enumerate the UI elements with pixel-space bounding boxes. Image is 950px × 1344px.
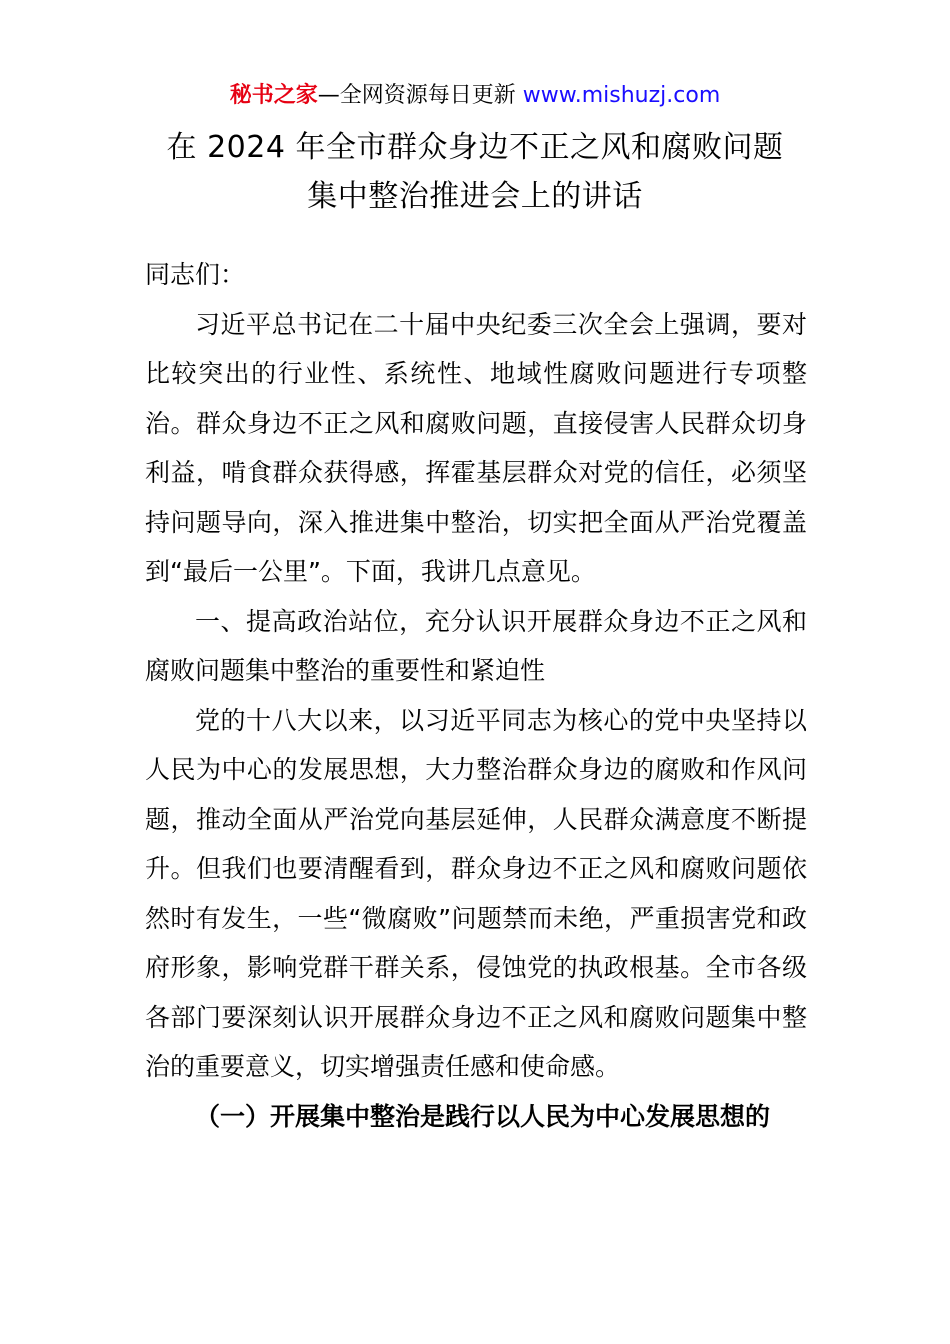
- paragraph: 习近平总书记在二十届中央纪委三次全会上强调，要对比较突出的行业性、系统性、地域性腐败问题进行专项整治。群众身边不正之风和腐败问题，直接侵害人民群众切身利益，啃食群众获得感，挥霍基层群众对党的信任，必须坚持问题导向，深入推进集中整治，切实把全面从严治党覆盖到“最后一公里”。下面，我讲几点意见。: [145, 309, 807, 586]
- banner-slogan: —全网资源每日更新: [317, 83, 516, 108]
- paragraph: 党的十八大以来，以习近平同志为核心的党中央坚持以人民为中心的发展思想，大力整治群众身边的腐败和作风问题，推动全面从严治党向基层延伸，人民群众满意度不断提升。但我们也要清醒看到，群众身边不正之风和腐败问题依然时有发生，一些“微腐败”问题禁而未绝，严重损害党和政府形象，影响党群干群关系，侵蚀党的执政根基。全市各级各部门要深刻认识开展群众身边不正之风和腐败问题集中整治的重要意义，切实增强责任感和使命感。: [145, 705, 807, 1081]
- salutation: 同志们：: [145, 260, 246, 289]
- section-heading: 一、提高政治站位，充分认识开展群众身边不正之风和腐败问题集中整治的重要性和紧迫性: [145, 606, 807, 685]
- site-banner: [0, 80, 950, 112]
- site-url[interactable]: www.mishuzj.com: [522, 83, 721, 108]
- brand-name: 秘书之家: [229, 83, 318, 108]
- document-body: [145, 250, 807, 1141]
- document-title-line-1: 在 2024 年全市群众身边不正之风和腐败问题: [166, 130, 784, 165]
- document-title-line-2: 集中整治推进会上的讲话: [307, 179, 643, 214]
- subsection-heading: （一）开展集中整治是践行以人民为中心发展思想的: [195, 1101, 771, 1131]
